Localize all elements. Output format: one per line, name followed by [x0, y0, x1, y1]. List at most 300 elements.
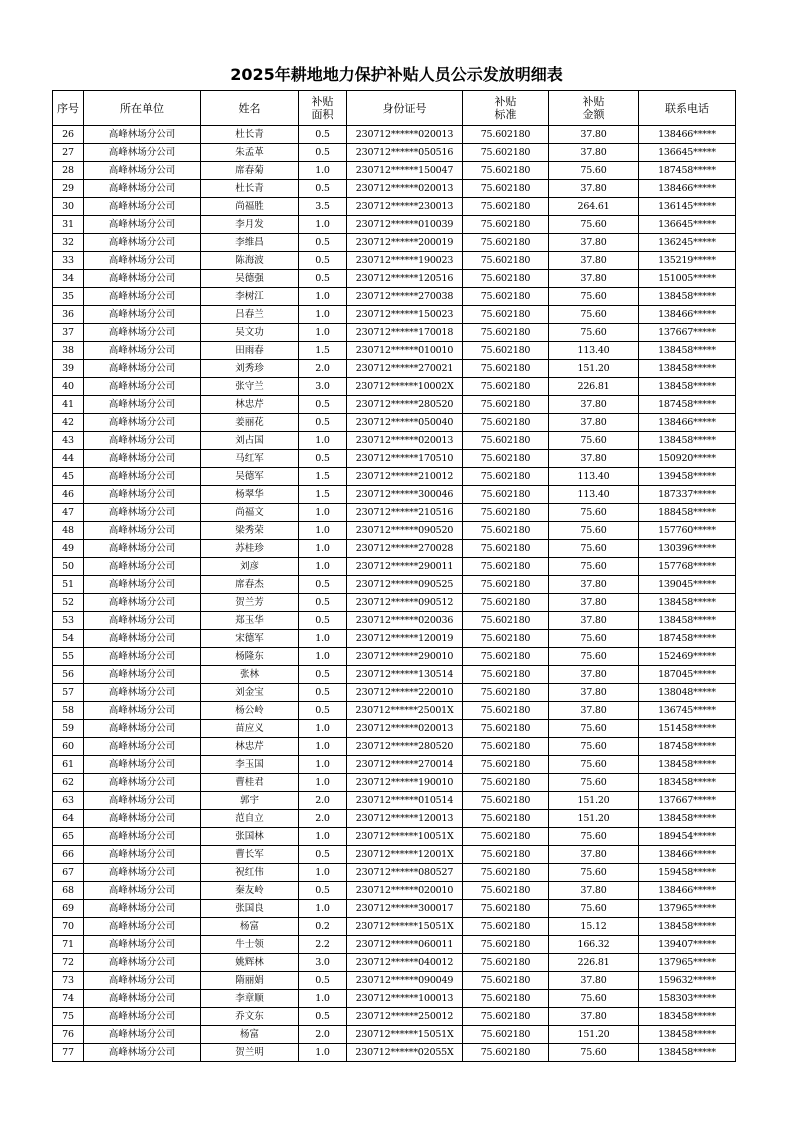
cell-amount: 75.60 — [549, 648, 639, 666]
cell-area: 0.5 — [299, 414, 347, 432]
cell-standard: 75.602180 — [463, 1026, 549, 1044]
cell-standard: 75.602180 — [463, 864, 549, 882]
cell-id: 230712******020013 — [347, 126, 463, 144]
header-name: 姓名 — [201, 91, 299, 126]
cell-area: 1.0 — [299, 630, 347, 648]
cell-unit: 高峰林场分公司 — [84, 1026, 201, 1044]
header-standard-line1: 补贴 — [494, 95, 517, 108]
cell-area: 1.0 — [299, 558, 347, 576]
cell-seq: 34 — [53, 270, 84, 288]
cell-amount: 75.60 — [549, 828, 639, 846]
cell-unit: 高峰林场分公司 — [84, 990, 201, 1008]
cell-standard: 75.602180 — [463, 180, 549, 198]
table-row — [53, 648, 736, 666]
cell-unit: 高峰林场分公司 — [84, 846, 201, 864]
cell-area: 2.2 — [299, 936, 347, 954]
cell-standard: 75.602180 — [463, 360, 549, 378]
cell-id: 230712******020013 — [347, 432, 463, 450]
cell-name: 刘占国 — [201, 432, 299, 450]
cell-unit: 高峰林场分公司 — [84, 324, 201, 342]
cell-standard: 75.602180 — [463, 900, 549, 918]
cell-name: 张国良 — [201, 900, 299, 918]
cell-unit: 高峰林场分公司 — [84, 918, 201, 936]
table-row — [53, 306, 736, 324]
cell-unit: 高峰林场分公司 — [84, 540, 201, 558]
table-row — [53, 810, 736, 828]
cell-amount: 75.60 — [549, 738, 639, 756]
cell-standard: 75.602180 — [463, 504, 549, 522]
cell-area: 0.5 — [299, 396, 347, 414]
cell-phone: 139407***** — [639, 936, 736, 954]
cell-id: 230712******200019 — [347, 234, 463, 252]
table-row — [53, 396, 736, 414]
cell-id: 230712******280520 — [347, 396, 463, 414]
cell-id: 230712******300017 — [347, 900, 463, 918]
cell-phone: 138458***** — [639, 342, 736, 360]
cell-standard: 75.602180 — [463, 792, 549, 810]
cell-area: 1.0 — [299, 756, 347, 774]
cell-area: 0.5 — [299, 252, 347, 270]
cell-unit: 高峰林场分公司 — [84, 288, 201, 306]
cell-id: 230712******02055X — [347, 1044, 463, 1062]
cell-id: 230712******090525 — [347, 576, 463, 594]
cell-seq: 63 — [53, 792, 84, 810]
table-row — [53, 666, 736, 684]
cell-name: 李维昌 — [201, 234, 299, 252]
cell-amount: 226.81 — [549, 378, 639, 396]
table-row — [53, 360, 736, 378]
cell-seq: 29 — [53, 180, 84, 198]
cell-name: 郑玉华 — [201, 612, 299, 630]
cell-id: 230712******130514 — [347, 666, 463, 684]
table-row — [53, 270, 736, 288]
cell-id: 230712******020013 — [347, 720, 463, 738]
cell-standard: 75.602180 — [463, 306, 549, 324]
cell-area: 1.0 — [299, 1044, 347, 1062]
cell-seq: 71 — [53, 936, 84, 954]
cell-id: 230712******020013 — [347, 180, 463, 198]
cell-id: 230712******190023 — [347, 252, 463, 270]
cell-area: 0.5 — [299, 1008, 347, 1026]
cell-seq: 64 — [53, 810, 84, 828]
table-row — [53, 594, 736, 612]
cell-unit: 高峰林场分公司 — [84, 306, 201, 324]
cell-area: 1.0 — [299, 522, 347, 540]
cell-name: 贺兰明 — [201, 1044, 299, 1062]
cell-standard: 75.602180 — [463, 126, 549, 144]
cell-unit: 高峰林场分公司 — [84, 504, 201, 522]
cell-unit: 高峰林场分公司 — [84, 666, 201, 684]
cell-amount: 75.60 — [549, 324, 639, 342]
cell-amount: 37.80 — [549, 594, 639, 612]
cell-amount: 151.20 — [549, 360, 639, 378]
cell-name: 林忠芹 — [201, 738, 299, 756]
cell-unit: 高峰林场分公司 — [84, 180, 201, 198]
table-row — [53, 504, 736, 522]
cell-phone: 138458***** — [639, 810, 736, 828]
cell-name: 李月发 — [201, 216, 299, 234]
header-phone: 联系电话 — [639, 91, 736, 126]
cell-id: 230712******220010 — [347, 684, 463, 702]
cell-id: 230712******10051X — [347, 828, 463, 846]
cell-id: 230712******050040 — [347, 414, 463, 432]
cell-seq: 68 — [53, 882, 84, 900]
cell-seq: 73 — [53, 972, 84, 990]
table-row — [53, 828, 736, 846]
cell-area: 0.5 — [299, 684, 347, 702]
cell-phone: 138466***** — [639, 306, 736, 324]
cell-unit: 高峰林场分公司 — [84, 252, 201, 270]
cell-seq: 28 — [53, 162, 84, 180]
cell-name: 秦友岭 — [201, 882, 299, 900]
cell-name: 牛士领 — [201, 936, 299, 954]
cell-seq: 56 — [53, 666, 84, 684]
cell-amount: 37.80 — [549, 846, 639, 864]
cell-standard: 75.602180 — [463, 738, 549, 756]
cell-phone: 135219***** — [639, 252, 736, 270]
cell-area: 3.0 — [299, 954, 347, 972]
cell-area: 2.0 — [299, 360, 347, 378]
cell-unit: 高峰林场分公司 — [84, 270, 201, 288]
cell-name: 杨翠华 — [201, 486, 299, 504]
table-row — [53, 702, 736, 720]
cell-phone: 187045***** — [639, 666, 736, 684]
cell-seq: 62 — [53, 774, 84, 792]
cell-amount: 75.60 — [549, 216, 639, 234]
cell-name: 贺兰芳 — [201, 594, 299, 612]
cell-area: 1.5 — [299, 342, 347, 360]
cell-name: 郭宇 — [201, 792, 299, 810]
cell-amount: 75.60 — [549, 288, 639, 306]
cell-amount: 113.40 — [549, 486, 639, 504]
cell-name: 曹长军 — [201, 846, 299, 864]
cell-amount: 37.80 — [549, 450, 639, 468]
cell-id: 230712******280520 — [347, 738, 463, 756]
cell-unit: 高峰林场分公司 — [84, 630, 201, 648]
cell-amount: 75.60 — [549, 900, 639, 918]
cell-id: 230712******210516 — [347, 504, 463, 522]
cell-amount: 166.32 — [549, 936, 639, 954]
cell-standard: 75.602180 — [463, 630, 549, 648]
cell-id: 230712******120516 — [347, 270, 463, 288]
cell-unit: 高峰林场分公司 — [84, 360, 201, 378]
cell-phone: 137965***** — [639, 900, 736, 918]
cell-phone: 136745***** — [639, 702, 736, 720]
cell-unit: 高峰林场分公司 — [84, 450, 201, 468]
cell-standard: 75.602180 — [463, 234, 549, 252]
cell-standard: 75.602180 — [463, 558, 549, 576]
cell-standard: 75.602180 — [463, 144, 549, 162]
cell-amount: 113.40 — [549, 342, 639, 360]
table-row — [53, 144, 736, 162]
cell-standard: 75.602180 — [463, 720, 549, 738]
cell-phone: 159632***** — [639, 972, 736, 990]
cell-phone: 136245***** — [639, 234, 736, 252]
cell-name: 张守兰 — [201, 378, 299, 396]
table-row — [53, 414, 736, 432]
cell-unit: 高峰林场分公司 — [84, 162, 201, 180]
cell-phone: 138458***** — [639, 1044, 736, 1062]
cell-amount: 37.80 — [549, 414, 639, 432]
cell-unit: 高峰林场分公司 — [84, 486, 201, 504]
cell-amount: 37.80 — [549, 252, 639, 270]
cell-area: 3.5 — [299, 198, 347, 216]
cell-standard: 75.602180 — [463, 396, 549, 414]
cell-standard: 75.602180 — [463, 648, 549, 666]
cell-standard: 75.602180 — [463, 1008, 549, 1026]
table-row — [53, 612, 736, 630]
cell-amount: 75.60 — [549, 756, 639, 774]
cell-phone: 187458***** — [639, 630, 736, 648]
cell-seq: 36 — [53, 306, 84, 324]
table-row — [53, 126, 736, 144]
cell-seq: 42 — [53, 414, 84, 432]
cell-phone: 138458***** — [639, 756, 736, 774]
cell-area: 1.0 — [299, 504, 347, 522]
cell-name: 尚福胜 — [201, 198, 299, 216]
cell-phone: 138458***** — [639, 378, 736, 396]
cell-seq: 43 — [53, 432, 84, 450]
cell-area: 1.0 — [299, 162, 347, 180]
cell-phone: 138458***** — [639, 1026, 736, 1044]
table-row — [53, 738, 736, 756]
cell-standard: 75.602180 — [463, 450, 549, 468]
cell-seq: 45 — [53, 468, 84, 486]
table-row — [53, 162, 736, 180]
cell-standard: 75.602180 — [463, 198, 549, 216]
cell-standard: 75.602180 — [463, 774, 549, 792]
cell-area: 1.0 — [299, 828, 347, 846]
cell-phone: 138466***** — [639, 882, 736, 900]
cell-seq: 55 — [53, 648, 84, 666]
cell-seq: 74 — [53, 990, 84, 1008]
cell-phone: 137965***** — [639, 954, 736, 972]
cell-area: 1.0 — [299, 648, 347, 666]
cell-phone: 187337***** — [639, 486, 736, 504]
cell-area: 0.5 — [299, 450, 347, 468]
cell-area: 0.5 — [299, 846, 347, 864]
cell-standard: 75.602180 — [463, 576, 549, 594]
document-title: 2025年耕地地力保护补贴人员公示发放明细表 — [230, 65, 563, 84]
cell-phone: 189454***** — [639, 828, 736, 846]
cell-amount: 75.60 — [549, 990, 639, 1008]
cell-phone: 187458***** — [639, 396, 736, 414]
cell-unit: 高峰林场分公司 — [84, 126, 201, 144]
cell-phone: 136145***** — [639, 198, 736, 216]
cell-name: 杨公岭 — [201, 702, 299, 720]
table-row — [53, 540, 736, 558]
cell-unit: 高峰林场分公司 — [84, 558, 201, 576]
cell-area: 0.5 — [299, 702, 347, 720]
cell-area: 0.2 — [299, 918, 347, 936]
table-row — [53, 324, 736, 342]
cell-amount: 151.20 — [549, 1026, 639, 1044]
table-row — [53, 774, 736, 792]
cell-area: 1.0 — [299, 900, 347, 918]
cell-phone: 136645***** — [639, 216, 736, 234]
cell-phone: 138458***** — [639, 288, 736, 306]
cell-name: 姚辉林 — [201, 954, 299, 972]
cell-seq: 60 — [53, 738, 84, 756]
cell-name: 席春菊 — [201, 162, 299, 180]
cell-id: 230712******090512 — [347, 594, 463, 612]
table-row — [53, 486, 736, 504]
cell-amount: 37.80 — [549, 126, 639, 144]
cell-phone: 183458***** — [639, 774, 736, 792]
cell-id: 230712******25001X — [347, 702, 463, 720]
header-area-line2: 面积 — [311, 108, 334, 121]
cell-amount: 37.80 — [549, 972, 639, 990]
cell-seq: 67 — [53, 864, 84, 882]
cell-name: 吕春兰 — [201, 306, 299, 324]
cell-name: 刘秀珍 — [201, 360, 299, 378]
cell-seq: 59 — [53, 720, 84, 738]
cell-name: 林忠芹 — [201, 396, 299, 414]
cell-phone: 130396***** — [639, 540, 736, 558]
cell-phone: 159458***** — [639, 864, 736, 882]
cell-standard: 75.602180 — [463, 432, 549, 450]
table-row — [53, 1026, 736, 1044]
cell-unit: 高峰林场分公司 — [84, 468, 201, 486]
cell-name: 杜长青 — [201, 126, 299, 144]
cell-id: 230712******050516 — [347, 144, 463, 162]
cell-id: 230712******270021 — [347, 360, 463, 378]
cell-area: 1.0 — [299, 432, 347, 450]
cell-amount: 37.80 — [549, 576, 639, 594]
cell-area: 1.0 — [299, 306, 347, 324]
cell-amount: 75.60 — [549, 720, 639, 738]
cell-amount: 37.80 — [549, 396, 639, 414]
cell-phone: 138458***** — [639, 918, 736, 936]
cell-name: 张国林 — [201, 828, 299, 846]
cell-amount: 15.12 — [549, 918, 639, 936]
cell-phone: 157768***** — [639, 558, 736, 576]
cell-area: 0.5 — [299, 576, 347, 594]
cell-name: 李章顺 — [201, 990, 299, 1008]
table-row — [53, 936, 736, 954]
cell-area: 1.0 — [299, 324, 347, 342]
cell-name: 吴文功 — [201, 324, 299, 342]
cell-area: 0.5 — [299, 882, 347, 900]
table-row — [53, 846, 736, 864]
table-row — [53, 468, 736, 486]
cell-phone: 183458***** — [639, 1008, 736, 1026]
cell-name: 宋德军 — [201, 630, 299, 648]
cell-amount: 37.80 — [549, 702, 639, 720]
table-row — [53, 954, 736, 972]
cell-unit: 高峰林场分公司 — [84, 972, 201, 990]
table-row — [53, 882, 736, 900]
cell-unit: 高峰林场分公司 — [84, 414, 201, 432]
table-row — [53, 792, 736, 810]
cell-phone: 187458***** — [639, 162, 736, 180]
table-row — [53, 216, 736, 234]
header-amount — [549, 91, 639, 126]
cell-id: 230712******020036 — [347, 612, 463, 630]
header-seq: 序号 — [53, 91, 84, 126]
cell-id: 230712******290010 — [347, 648, 463, 666]
table-body — [53, 126, 736, 1062]
cell-name: 杨隆东 — [201, 648, 299, 666]
cell-standard: 75.602180 — [463, 990, 549, 1008]
cell-amount: 75.60 — [549, 774, 639, 792]
cell-unit: 高峰林场分公司 — [84, 1008, 201, 1026]
cell-id: 230712******150047 — [347, 162, 463, 180]
cell-id: 230712******190010 — [347, 774, 463, 792]
cell-standard: 75.602180 — [463, 612, 549, 630]
table-row — [53, 180, 736, 198]
cell-phone: 136645***** — [639, 144, 736, 162]
table-row — [53, 450, 736, 468]
cell-name: 李树江 — [201, 288, 299, 306]
cell-amount: 226.81 — [549, 954, 639, 972]
cell-id: 230712******230013 — [347, 198, 463, 216]
cell-name: 朱孟革 — [201, 144, 299, 162]
cell-amount: 37.80 — [549, 270, 639, 288]
cell-name: 马红军 — [201, 450, 299, 468]
table-row — [53, 720, 736, 738]
cell-name: 刘金宝 — [201, 684, 299, 702]
cell-phone: 188458***** — [639, 504, 736, 522]
cell-standard: 75.602180 — [463, 756, 549, 774]
cell-area: 1.0 — [299, 864, 347, 882]
cell-seq: 38 — [53, 342, 84, 360]
cell-seq: 54 — [53, 630, 84, 648]
cell-seq: 69 — [53, 900, 84, 918]
cell-unit: 高峰林场分公司 — [84, 756, 201, 774]
cell-seq: 27 — [53, 144, 84, 162]
cell-phone: 138466***** — [639, 126, 736, 144]
cell-phone: 157760***** — [639, 522, 736, 540]
cell-id: 230712******250012 — [347, 1008, 463, 1026]
cell-unit: 高峰林场分公司 — [84, 882, 201, 900]
cell-seq: 48 — [53, 522, 84, 540]
header-standard — [463, 91, 549, 126]
cell-unit: 高峰林场分公司 — [84, 864, 201, 882]
cell-unit: 高峰林场分公司 — [84, 774, 201, 792]
cell-amount: 37.80 — [549, 612, 639, 630]
cell-name: 曹桂君 — [201, 774, 299, 792]
cell-unit: 高峰林场分公司 — [84, 1044, 201, 1062]
cell-amount: 75.60 — [549, 522, 639, 540]
cell-id: 230712******020010 — [347, 882, 463, 900]
cell-phone: 137667***** — [639, 792, 736, 810]
cell-area: 2.0 — [299, 810, 347, 828]
cell-unit: 高峰林场分公司 — [84, 810, 201, 828]
header-standard-line2: 标准 — [494, 108, 517, 121]
cell-amount: 37.80 — [549, 144, 639, 162]
cell-name: 梁秀荣 — [201, 522, 299, 540]
cell-area: 1.0 — [299, 720, 347, 738]
cell-standard: 75.602180 — [463, 846, 549, 864]
cell-seq: 65 — [53, 828, 84, 846]
cell-area: 2.0 — [299, 1026, 347, 1044]
cell-area: 1.5 — [299, 486, 347, 504]
cell-unit: 高峰林场分公司 — [84, 900, 201, 918]
cell-seq: 37 — [53, 324, 84, 342]
cell-area: 0.5 — [299, 594, 347, 612]
cell-id: 230712******060011 — [347, 936, 463, 954]
cell-seq: 33 — [53, 252, 84, 270]
cell-standard: 75.602180 — [463, 540, 549, 558]
cell-standard: 75.602180 — [463, 522, 549, 540]
cell-standard: 75.602180 — [463, 810, 549, 828]
cell-seq: 52 — [53, 594, 84, 612]
cell-unit: 高峰林场分公司 — [84, 594, 201, 612]
cell-area: 1.0 — [299, 990, 347, 1008]
table-row — [53, 972, 736, 990]
cell-id: 230712******290011 — [347, 558, 463, 576]
